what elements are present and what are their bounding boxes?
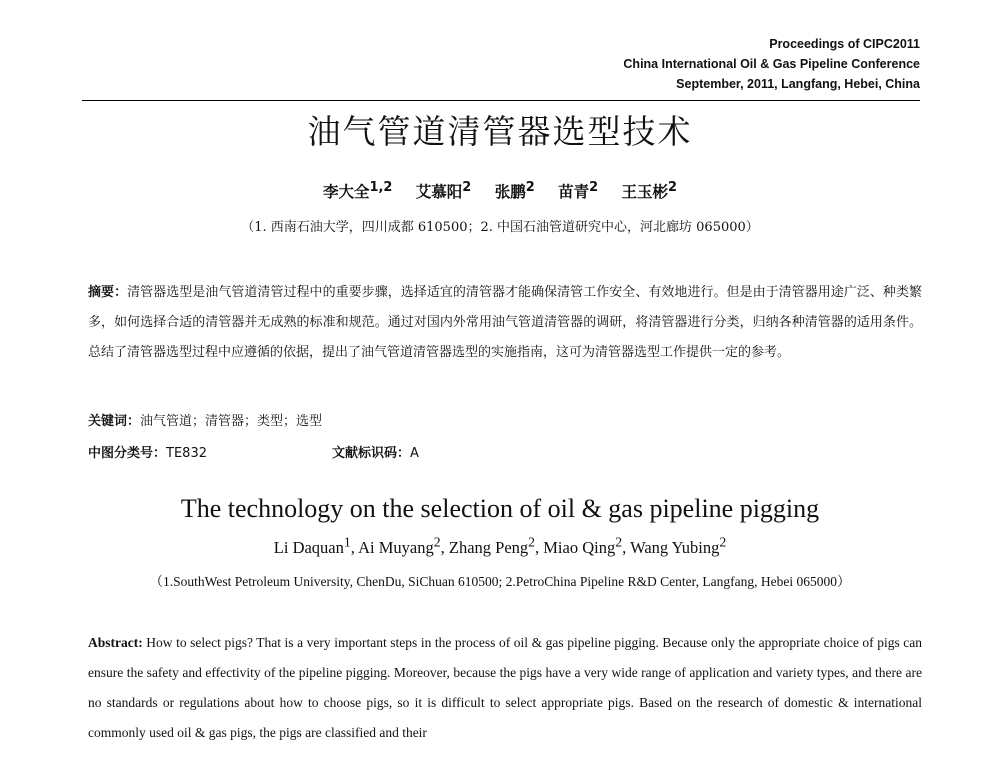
classification-number [88, 442, 207, 461]
header-line-date-place: September, 2011, Langfang, Hebei, China [676, 77, 920, 91]
document-code-value: A [410, 446, 419, 461]
english-title: The technology on the selection of oil & gas pipeline pigging [180, 494, 820, 523]
chinese-keywords [88, 410, 322, 429]
chinese-abstract-label: 摘要： [88, 285, 128, 300]
conference-header [623, 34, 920, 94]
classification-label: 中图分类号： [88, 446, 167, 461]
keywords-value: 油气管道；清管器；类型；选型 [140, 414, 323, 429]
classification-value: TE832 [166, 446, 207, 461]
header-line-proceedings: Proceedings of CIPC2011 [769, 37, 920, 51]
english-author: Ai Muyang$^2$, [358, 534, 449, 557]
english-abstract [88, 628, 922, 748]
english-author: Zhang Peng$^2$, [448, 534, 544, 557]
chinese-author: 艾慕阳$^2$ [415, 180, 472, 202]
document-code [332, 442, 419, 461]
english-author: Li Daquan$^1$, [273, 534, 359, 557]
chinese-author: 李大全$^{1,2}$ [322, 180, 393, 202]
document-code-label: 文献标识码： [332, 446, 411, 461]
english-abstract-label: Abstract: [88, 635, 143, 650]
header-line-conference: China International Oil & Gas Pipeline Conference [623, 57, 920, 71]
chinese-author: 张鹏$^2$ [494, 180, 535, 202]
english-author: Wang Yubing$^2$ [630, 534, 727, 557]
header-rule [82, 100, 920, 101]
chinese-title: 油气管道清管器选型技术 [307, 112, 693, 151]
chinese-abstract [88, 278, 922, 368]
english-abstract-text: How to select pigs? That is a very important steps in the process of oil & gas pipeline pigging. Because only the appropriate choice of pigs can ensure the safety and effectivity of the pipeline pigging. Moreover, because the pigs have a very wide range of application and variety types, and there are no standards or regulations about how to choose pigs, so it is difficult to select appropriate pigs. Based on the research of domestic & international commonly used oil & gas pigs, the pigs are classified and their [88, 635, 922, 740]
english-authors [0, 534, 1000, 558]
chinese-affiliation: （1. 西南石油大学，四川成都 610500；2. 中国石油管道研究中心，河北廊坊 065000） [241, 220, 759, 235]
chinese-abstract-text: 清管器选型是油气管道清管过程中的重要步骤，选择适宜的清管器才能确保清管工作安全、有效地进行。但是由于清管器用途广泛、种类繁多，如何选择合适的清管器并无成熟的标准和规范。通过对国内外常用油气管道清管器的调研，将清管器进行分类，归纳各种清管器的适用条件。总结了清管器选型过程中应遵循的依据，提出了油气管道清管器选型的实施指南，这可为清管器选型工作提供一定的参考。 [88, 285, 922, 360]
chinese-author: 王玉彬$^2$ [621, 180, 677, 202]
english-affiliation: （1.SouthWest Petroleum University, ChenDu, SiChuan 610500; 2.PetroChina Pipeline R&D Center, Langfang, Hebei 065000） [149, 574, 851, 589]
chinese-authors [0, 180, 1000, 202]
keywords-label: 关键词： [88, 414, 141, 429]
chinese-author: 苗青$^2$ [558, 180, 599, 202]
english-author: Miao Qing$^2$, [543, 534, 631, 557]
